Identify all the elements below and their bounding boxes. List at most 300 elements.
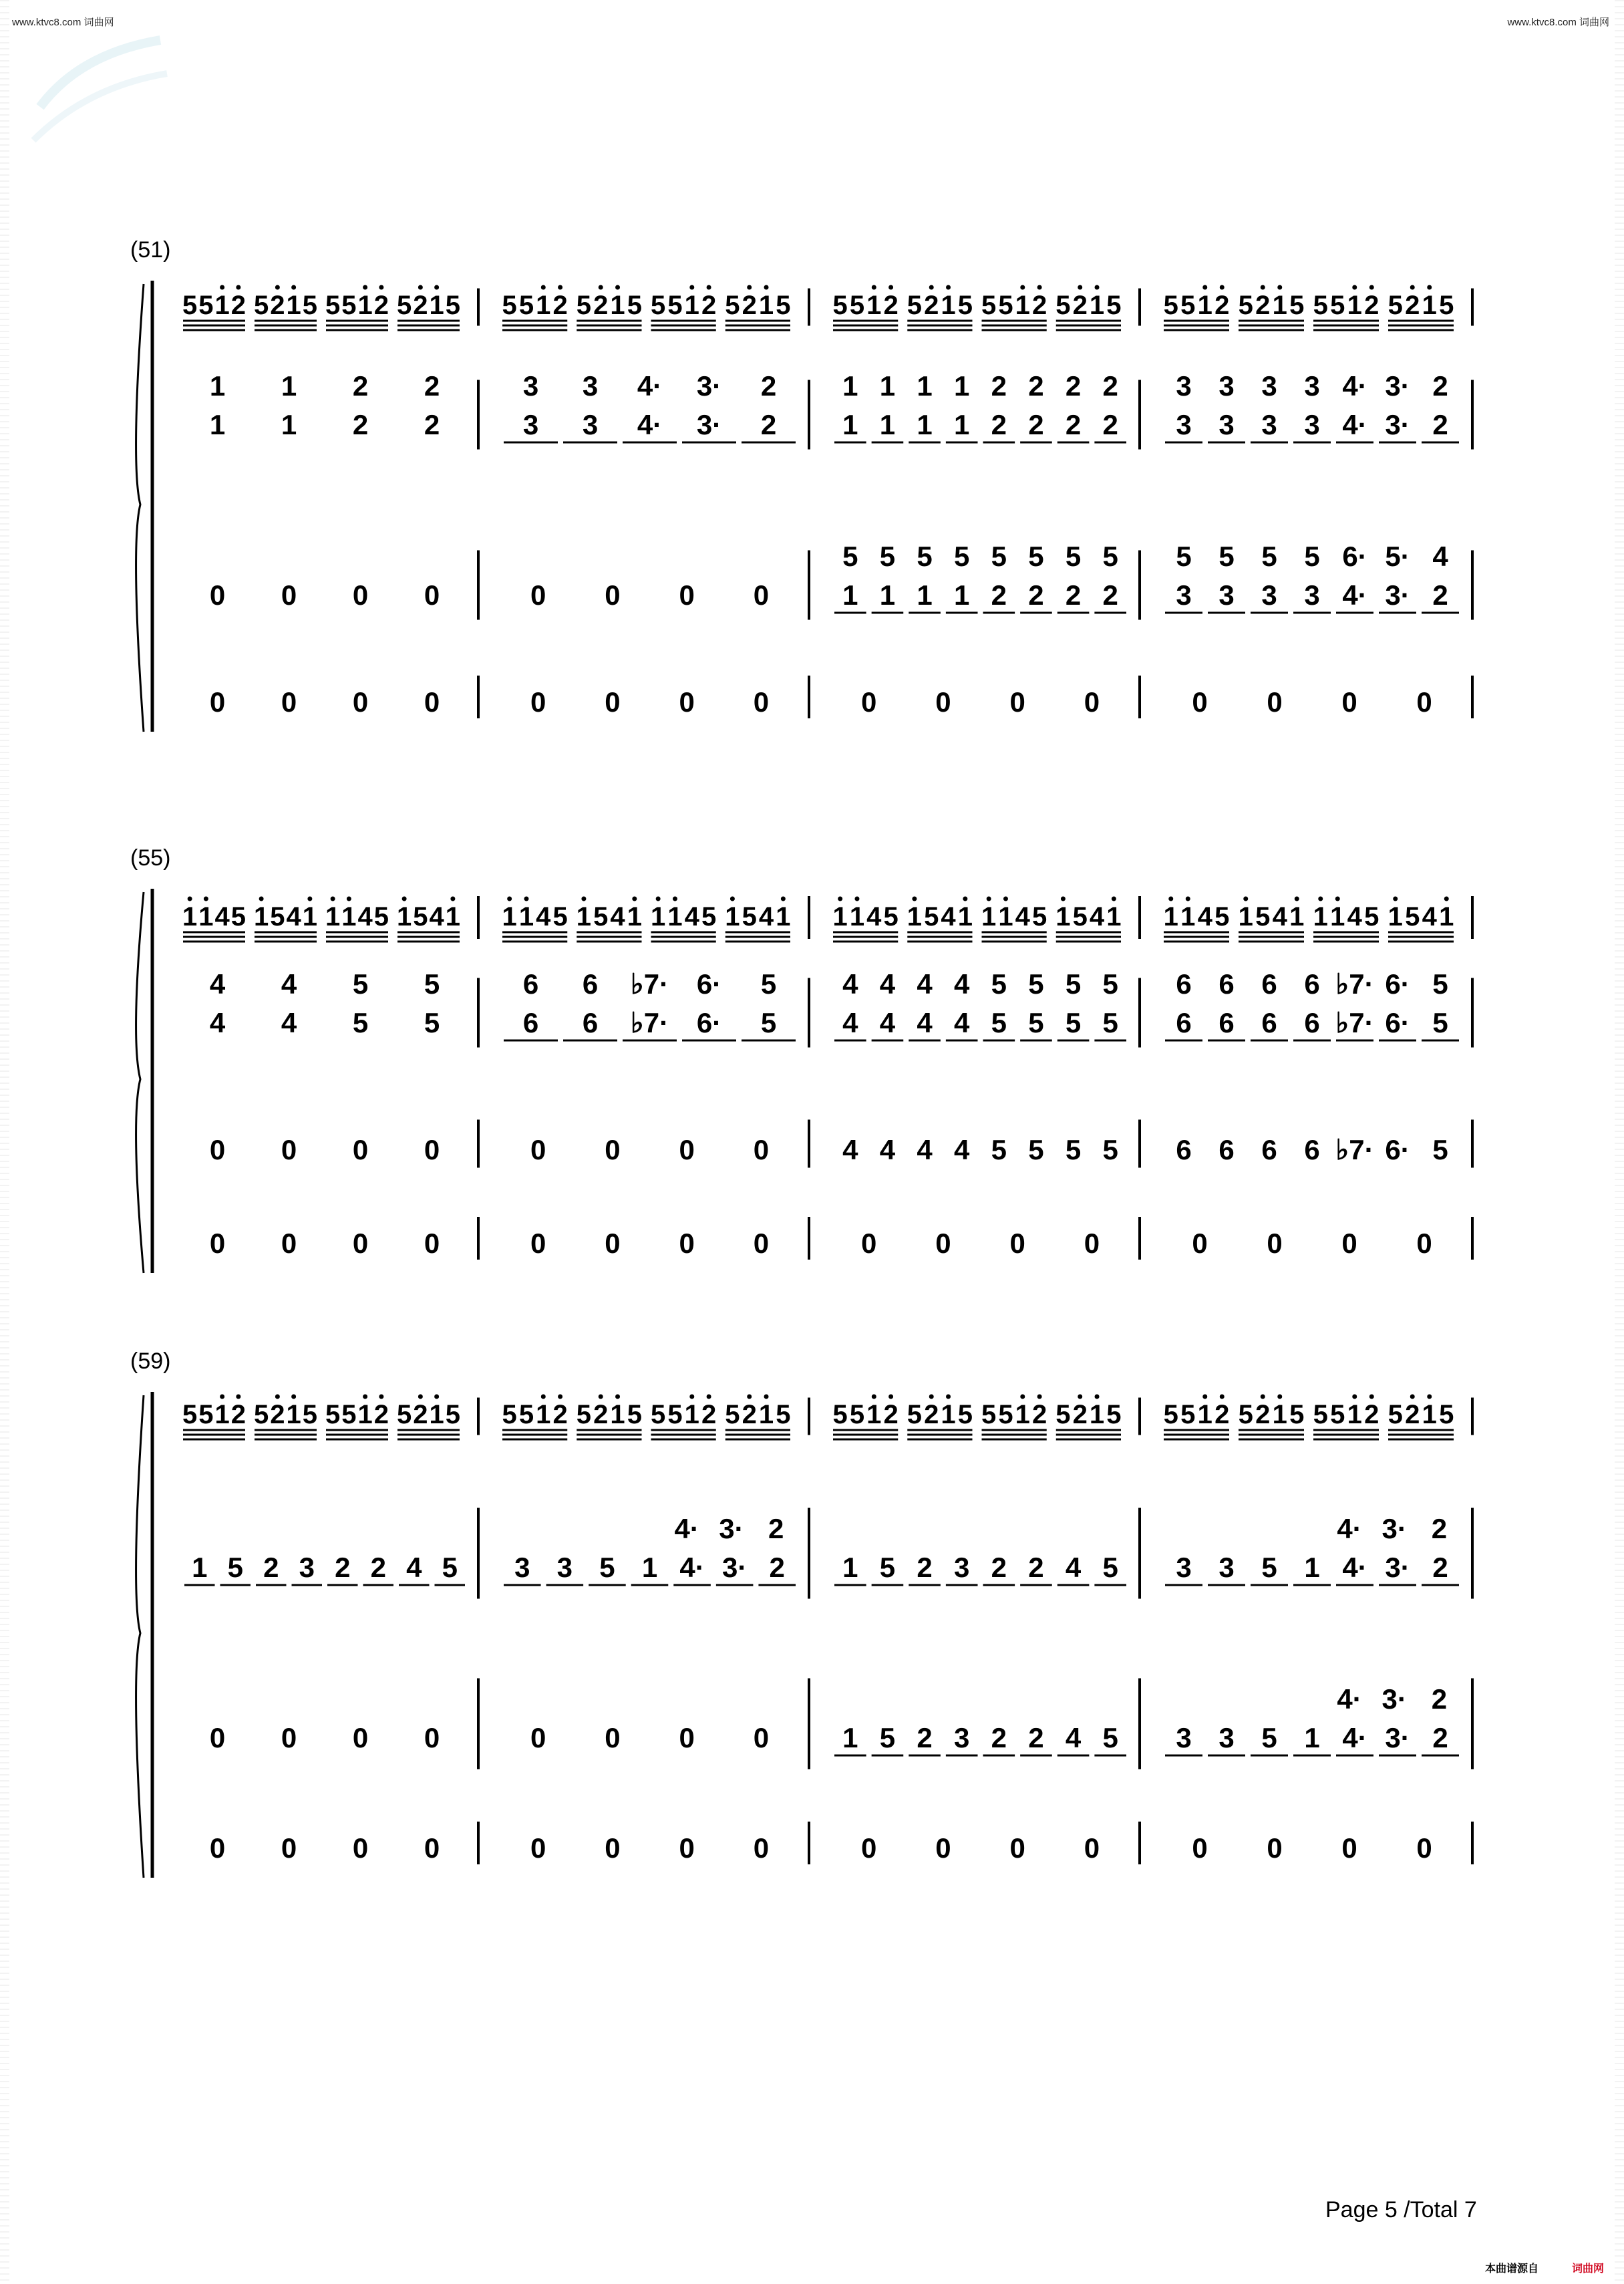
rest-digit: 0 xyxy=(1267,1832,1283,1864)
note-digit: 4· xyxy=(1337,1513,1362,1544)
note-digit: 4 xyxy=(879,1007,896,1038)
octave-dot xyxy=(1410,1395,1415,1399)
note-digit: 5 xyxy=(1388,291,1403,320)
octave-dot xyxy=(275,285,280,290)
note-digit: 3· xyxy=(696,409,722,440)
note-digit: 1 xyxy=(1422,291,1437,320)
note-digit: 5 xyxy=(1102,968,1118,1000)
note-digit: 4· xyxy=(1342,1552,1367,1583)
note-digit: 1 xyxy=(879,579,896,611)
note-digit: 5 xyxy=(270,902,285,932)
note-digit: 5 xyxy=(627,1400,642,1429)
note-digit: 5 xyxy=(1439,291,1454,320)
note-digit: 1 xyxy=(758,1400,774,1429)
note-digit: 2 xyxy=(991,409,1007,440)
octave-dot xyxy=(1061,897,1066,901)
note-digit: 5 xyxy=(760,968,777,1000)
note-digit: 1 xyxy=(998,902,1013,932)
note-digit: 5 xyxy=(760,1007,777,1038)
note-digit: 3 xyxy=(1176,1552,1192,1583)
note-digit: 2 xyxy=(424,409,440,440)
note-digit: 1 xyxy=(182,902,198,932)
note-digit: 5 xyxy=(1176,541,1192,572)
rest-digit: 0 xyxy=(860,1228,877,1259)
octave-dot xyxy=(1078,285,1082,290)
note-digit: 2 xyxy=(917,1552,933,1583)
note-digit: 1 xyxy=(1347,1400,1362,1429)
note-digit: 2 xyxy=(1364,291,1379,320)
note-digit: 2 xyxy=(924,291,939,320)
note-digit: 5 xyxy=(957,1400,973,1429)
note-digit: 5 xyxy=(1106,1400,1122,1429)
note-digit: 0 xyxy=(424,579,440,611)
note-digit: 1 xyxy=(1089,1400,1105,1429)
source-label: 本曲谱源自 xyxy=(1484,2263,1538,2275)
note-digit: 5 xyxy=(1214,902,1230,932)
note-digit: 5 xyxy=(991,1134,1007,1165)
note-digit: 0 xyxy=(352,1134,369,1165)
note-digit: 1 xyxy=(429,1400,444,1429)
octave-dot xyxy=(236,1395,240,1399)
note-digit: 2 xyxy=(413,1400,428,1429)
note-digit: 1 xyxy=(286,1400,301,1429)
note-digit: 5 xyxy=(198,291,214,320)
note-digit: 1 xyxy=(954,409,970,440)
note-digit: 2 xyxy=(1432,579,1448,611)
header-left: www.ktvc8.com 词曲网 xyxy=(12,17,114,28)
note-digit: 4 xyxy=(286,902,301,932)
note-digit: 1 xyxy=(1272,1400,1287,1429)
note-digit: 5 xyxy=(957,291,973,320)
octave-dot xyxy=(1444,897,1449,901)
note-digit: 4 xyxy=(866,902,882,932)
note-digit: 1 xyxy=(725,902,740,932)
octave-dot xyxy=(1318,897,1323,901)
note-digit: 2 xyxy=(1072,1400,1088,1429)
note-digit: 3 xyxy=(954,1722,970,1753)
octave-dot xyxy=(418,1395,423,1399)
note-digit: 4 xyxy=(1089,902,1105,932)
note-digit: 1 xyxy=(832,902,848,932)
note-digit: 2 xyxy=(1065,579,1082,611)
octave-dot xyxy=(1037,285,1042,290)
note-digit: 5 xyxy=(1313,291,1328,320)
note-digit: 5 xyxy=(1255,902,1271,932)
note-digit: 1 xyxy=(576,902,592,932)
octave-dot xyxy=(291,285,296,290)
note-digit: 5 xyxy=(849,291,865,320)
rest-digit: 0 xyxy=(1341,1832,1357,1864)
note-digit: 4 xyxy=(1015,902,1030,932)
note-digit: 5 xyxy=(907,1400,923,1429)
note-digit: 2 xyxy=(1028,1552,1044,1583)
note-digit: 3 xyxy=(1219,579,1235,611)
note-digit: 1 xyxy=(192,1552,208,1583)
measure-number: (59) xyxy=(130,1348,171,1374)
octave-dot xyxy=(1243,897,1248,901)
note-digit: 4 xyxy=(1422,902,1437,932)
note-digit: 4· xyxy=(679,1552,705,1583)
note-digit: 5 xyxy=(254,1400,269,1429)
note-digit: 6· xyxy=(1385,968,1410,1000)
rest-digit: 0 xyxy=(753,1228,770,1259)
note-digit: 4 xyxy=(1065,1722,1082,1753)
note-digit: 6· xyxy=(1342,541,1367,572)
note-digit: 6 xyxy=(1219,1007,1235,1038)
note-digit: 3· xyxy=(1385,579,1410,611)
note-digit: 1 xyxy=(518,902,534,932)
note-digit: 6 xyxy=(1304,1134,1320,1165)
octave-dot xyxy=(929,285,934,290)
note-digit: 1 xyxy=(1197,1400,1212,1429)
rest-digit: 0 xyxy=(605,1228,621,1259)
note-digit: 4 xyxy=(954,1007,970,1038)
measure-number: (55) xyxy=(130,845,171,871)
rest-digit: 0 xyxy=(281,1228,297,1259)
note-digit: ♭7· xyxy=(1335,1007,1374,1038)
note-digit: 1 xyxy=(214,291,230,320)
note-digit: 3 xyxy=(582,370,599,402)
octave-dot xyxy=(1095,285,1100,290)
note-digit: 0 xyxy=(605,1722,621,1753)
note-digit: 5 xyxy=(1219,541,1235,572)
note-digit: 0 xyxy=(679,1722,695,1753)
note-digit: 5 xyxy=(1065,541,1082,572)
note-digit: 5 xyxy=(627,291,642,320)
note-digit: 1 xyxy=(357,1400,373,1429)
rest-digit: 0 xyxy=(1267,686,1283,718)
note-digit: 2 xyxy=(1031,291,1047,320)
note-digit: 6 xyxy=(1219,968,1235,1000)
octave-dot xyxy=(1295,897,1299,901)
note-digit: 5 xyxy=(325,1400,341,1429)
note-digit: 6 xyxy=(1304,968,1320,1000)
rest-digit: 0 xyxy=(1416,686,1432,718)
note-digit: 2 xyxy=(1214,291,1230,320)
rest-digit: 0 xyxy=(209,1832,226,1864)
octave-dot xyxy=(764,1395,769,1399)
note-digit: 5 xyxy=(1432,968,1448,1000)
note-digit: 1 xyxy=(917,579,933,611)
rest-digit: 0 xyxy=(352,1228,369,1259)
note-digit: 2 xyxy=(230,1400,246,1429)
note-digit: 1 xyxy=(254,902,269,932)
octave-dot xyxy=(402,897,407,901)
note-digit: 5 xyxy=(1330,291,1345,320)
note-digit: 5 xyxy=(1065,1134,1082,1165)
rest-digit: 0 xyxy=(605,1832,621,1864)
system-brace xyxy=(136,892,144,1273)
note-digit: 1 xyxy=(286,291,301,320)
note-digit: 0 xyxy=(424,1722,440,1753)
rest-digit: 0 xyxy=(860,686,877,718)
note-digit: 3 xyxy=(1176,409,1192,440)
octave-dot xyxy=(275,1395,280,1399)
note-digit: 5 xyxy=(981,291,997,320)
octave-dot xyxy=(1261,1395,1265,1399)
note-digit: 1 xyxy=(610,291,625,320)
note-digit: 6 xyxy=(1261,968,1277,1000)
rest-digit: 0 xyxy=(281,686,297,718)
octave-dot xyxy=(450,897,455,901)
rest-digit: 0 xyxy=(860,1832,877,1864)
note-digit: 1 xyxy=(1422,1400,1437,1429)
note-digit: 1 xyxy=(954,370,970,402)
note-digit: 1 xyxy=(1163,902,1178,932)
note-digit: 2 xyxy=(270,291,285,320)
note-digit: 0 xyxy=(605,579,621,611)
note-digit: 1 xyxy=(954,579,970,611)
octave-dot xyxy=(1352,285,1357,290)
rest-digit: 0 xyxy=(935,1228,951,1259)
note-digit: 1 xyxy=(1015,1400,1030,1429)
note-digit: 5 xyxy=(254,291,269,320)
note-digit: 4 xyxy=(281,968,297,1000)
octave-dot xyxy=(541,285,546,290)
note-digit: 1 xyxy=(758,291,774,320)
octave-dot xyxy=(854,897,859,901)
note-digit: 1 xyxy=(941,1400,956,1429)
octave-dot xyxy=(558,285,562,290)
octave-dot xyxy=(1410,285,1415,290)
note-digit: 1 xyxy=(1015,291,1030,320)
note-digit: 5 xyxy=(1065,1007,1082,1038)
note-digit: 5 xyxy=(981,1400,997,1429)
source-brand: 词曲网 xyxy=(1571,2263,1604,2275)
note-digit: 5 xyxy=(725,291,740,320)
note-digit: 2 xyxy=(270,1400,285,1429)
rest-digit: 0 xyxy=(1192,686,1208,718)
note-digit: 0 xyxy=(605,1134,621,1165)
note-digit: 0 xyxy=(209,1134,226,1165)
note-digit: 6 xyxy=(1219,1134,1235,1165)
rest-digit: 0 xyxy=(1009,686,1025,718)
note-digit: 1 xyxy=(1089,291,1105,320)
note-digit: 4· xyxy=(674,1513,699,1544)
note-digit: 3 xyxy=(1304,579,1320,611)
note-digit: 1 xyxy=(1439,902,1454,932)
rest-digit: 0 xyxy=(530,1228,546,1259)
note-digit: 5 xyxy=(1028,1007,1044,1038)
note-digit: 1 xyxy=(842,1722,858,1753)
note-digit: 1 xyxy=(1238,902,1253,932)
note-digit: 5 xyxy=(198,1400,214,1429)
measure-number: (51) xyxy=(130,237,171,263)
note-digit: 5 xyxy=(998,1400,1013,1429)
octave-dot xyxy=(1020,1395,1025,1399)
note-digit: 6 xyxy=(1176,1007,1192,1038)
rest-digit: 0 xyxy=(935,686,951,718)
note-digit: 2 xyxy=(230,291,246,320)
note-digit: 4 xyxy=(842,1007,858,1038)
octave-dot xyxy=(1261,285,1265,290)
note-digit: 5 xyxy=(576,1400,592,1429)
note-digit: 5 xyxy=(954,541,970,572)
octave-dot xyxy=(418,285,423,290)
note-digit: 1 xyxy=(429,291,444,320)
note-digit: 4 xyxy=(917,1134,933,1165)
note-digit: 1 xyxy=(684,1400,699,1429)
note-digit: 6 xyxy=(522,968,539,1000)
note-digit: 3 xyxy=(1219,1552,1235,1583)
note-digit: 5 xyxy=(502,291,517,320)
note-digit: 1 xyxy=(445,902,460,932)
note-digit: 0 xyxy=(530,1134,546,1165)
note-digit: 5 xyxy=(1072,902,1088,932)
note-digit: 5 xyxy=(1102,1134,1118,1165)
note-digit: 0 xyxy=(281,1722,297,1753)
note-digit: 1 xyxy=(397,902,412,932)
note-digit: 5 xyxy=(373,902,389,932)
note-digit: 5 xyxy=(182,1400,198,1429)
note-digit: 1 xyxy=(1289,902,1305,932)
note-digit: 1 xyxy=(502,902,517,932)
note-digit: 1 xyxy=(536,291,551,320)
note-digit: 1 xyxy=(1304,1552,1320,1583)
note-digit: 1 xyxy=(302,902,317,932)
note-digit: 3 xyxy=(1176,370,1192,402)
note-digit: 2 xyxy=(1405,291,1420,320)
note-digit: 5 xyxy=(1439,1400,1454,1429)
note-digit: 1 xyxy=(1313,902,1328,932)
note-digit: 5 xyxy=(352,1007,369,1038)
note-digit: 5 xyxy=(227,1552,243,1583)
note-digit: 5 xyxy=(1432,1134,1448,1165)
note-digit: 1 xyxy=(684,291,699,320)
octave-dot xyxy=(220,1395,224,1399)
octave-dot xyxy=(291,1395,296,1399)
octave-dot xyxy=(963,897,967,901)
note-digit: 5 xyxy=(1364,902,1379,932)
note-digit: 1 xyxy=(341,902,357,932)
note-digit: 0 xyxy=(424,1134,440,1165)
rest-digit: 0 xyxy=(1084,686,1100,718)
note-digit: 2 xyxy=(1432,370,1448,402)
note-digit: 5 xyxy=(725,1400,740,1429)
rest-digit: 0 xyxy=(209,1228,226,1259)
octave-dot xyxy=(747,285,752,290)
octave-dot xyxy=(707,285,711,290)
note-digit: 1 xyxy=(879,409,896,440)
note-digit: 5 xyxy=(1261,1722,1277,1753)
note-digit: ♭7· xyxy=(630,968,669,1000)
note-digit: 2 xyxy=(760,409,777,440)
note-digit: 2 xyxy=(883,1400,899,1429)
note-digit: 3 xyxy=(514,1552,530,1583)
octave-dot xyxy=(259,897,264,901)
note-digit: 6· xyxy=(1385,1007,1410,1038)
octave-dot xyxy=(1352,1395,1357,1399)
note-digit: 5 xyxy=(1102,1552,1118,1583)
note-digit: 3 xyxy=(1304,409,1320,440)
note-digit: 1 xyxy=(198,902,214,932)
note-digit: 1 xyxy=(879,370,896,402)
note-digit: 3· xyxy=(1385,409,1410,440)
octave-dot xyxy=(1393,897,1398,901)
octave-dot xyxy=(872,1395,876,1399)
rest-digit: 0 xyxy=(1009,1832,1025,1864)
octave-dot xyxy=(434,285,439,290)
note-digit: 1 xyxy=(941,291,956,320)
note-digit: 5 xyxy=(230,902,246,932)
note-digit: 1 xyxy=(651,902,666,932)
note-digit: 5 xyxy=(397,291,412,320)
note-digit: 4· xyxy=(1337,1683,1362,1715)
note-digit: 2 xyxy=(991,579,1007,611)
note-digit: 5 xyxy=(325,291,341,320)
note-digit: 3 xyxy=(1219,370,1235,402)
note-digit: 1 xyxy=(1330,902,1345,932)
note-digit: 1 xyxy=(209,370,226,402)
note-digit: 3 xyxy=(299,1552,315,1583)
note-digit: 2 xyxy=(1214,1400,1230,1429)
note-digit: 1 xyxy=(842,370,858,402)
note-digit: 5 xyxy=(1405,902,1420,932)
rest-digit: 0 xyxy=(530,686,546,718)
note-digit: 1 xyxy=(214,1400,230,1429)
note-digit: 5 xyxy=(424,968,440,1000)
note-digit: 2 xyxy=(917,1722,933,1753)
note-digit: 5 xyxy=(445,1400,460,1429)
note-digit: 5 xyxy=(413,902,428,932)
note-digit: 0 xyxy=(281,579,297,611)
note-digit: 5 xyxy=(667,291,683,320)
rest-digit: 0 xyxy=(1009,1228,1025,1259)
note-digit: 2 xyxy=(991,1552,1007,1583)
note-digit: 3· xyxy=(1382,1513,1407,1544)
note-digit: 5 xyxy=(907,291,923,320)
octave-dot xyxy=(987,897,991,901)
note-digit: 5 xyxy=(599,1552,615,1583)
rest-digit: 0 xyxy=(1267,1228,1283,1259)
note-digit: 2 xyxy=(1255,1400,1271,1429)
note-digit: 0 xyxy=(209,1722,226,1753)
note-digit: 4 xyxy=(214,902,230,932)
octave-dot xyxy=(1202,285,1207,290)
octave-dot xyxy=(599,285,603,290)
note-digit: 1 xyxy=(981,902,997,932)
note-digit: 2 xyxy=(1028,370,1044,402)
note-digit: 5 xyxy=(1106,291,1122,320)
note-digit: 2 xyxy=(1028,1722,1044,1753)
note-digit: 6· xyxy=(696,1007,722,1038)
note-digit: 0 xyxy=(753,1722,770,1753)
note-digit: 1 xyxy=(866,291,882,320)
note-digit: 1 xyxy=(281,370,297,402)
note-digit: 5 xyxy=(442,1552,458,1583)
octave-dot xyxy=(379,285,383,290)
note-digit: 4 xyxy=(610,902,625,932)
note-digit: 5 xyxy=(1055,1400,1071,1429)
rest-digit: 0 xyxy=(1416,1832,1432,1864)
note-digit: 5 xyxy=(341,1400,357,1429)
note-digit: 0 xyxy=(530,579,546,611)
note-digit: 3· xyxy=(1385,370,1410,402)
octave-dot xyxy=(1335,897,1340,901)
note-digit: 3 xyxy=(954,1552,970,1583)
octave-dot xyxy=(888,1395,893,1399)
octave-dot xyxy=(1112,897,1116,901)
octave-dot xyxy=(838,897,842,901)
note-digit: 1 xyxy=(357,291,373,320)
note-digit: 6· xyxy=(1385,1134,1410,1165)
note-digit: 1 xyxy=(1304,1722,1320,1753)
note-digit: 5 xyxy=(917,541,933,572)
note-digit: 5 xyxy=(302,291,317,320)
note-digit: 6 xyxy=(1304,1007,1320,1038)
note-digit: 5 xyxy=(1028,1134,1044,1165)
note-digit: 2 xyxy=(552,291,568,320)
